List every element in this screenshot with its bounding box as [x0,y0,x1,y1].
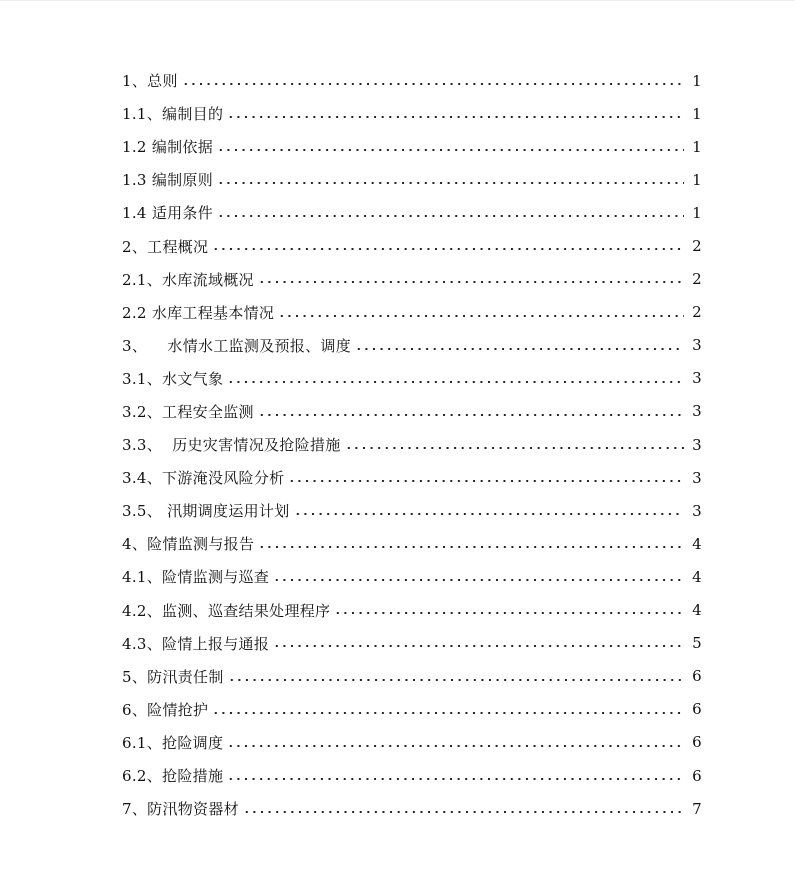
toc-entry[interactable] [122,229,702,262]
toc-page-number: 2 [692,270,702,289]
toc-page-number: 5 [692,634,702,653]
toc-entry-title: 3.1、水文气象 [122,369,224,388]
toc-entry[interactable] [122,395,702,428]
toc-entry-title: 1.1、编制目的 [122,105,224,124]
toc-entry-title: 1.3 编制原则 [122,171,214,190]
toc-entry-title: 4.2、监测、巡查结果处理程序 [122,601,331,620]
toc-entry[interactable] [122,163,702,196]
toc-dot-leader [273,636,684,651]
toc-page-number: 2 [692,303,702,322]
toc-page-number: 1 [692,170,702,189]
toc-entry[interactable] [122,627,702,660]
toc-page-number: 3 [692,402,702,421]
toc-dot-leader [355,338,684,353]
page-edge [0,0,795,1]
toc-entry[interactable] [122,759,702,792]
toc-entry-title: 4、险情监测与报告 [122,535,255,554]
toc-entry[interactable] [122,660,702,693]
toc-page-number: 3 [692,336,702,355]
toc-entry-title: 6.2、抢险措施 [122,767,224,786]
toc-entry-title: 5、防汛责任制 [122,667,224,686]
toc-entry-title: 2、工程概况 [122,237,209,256]
toc-entry-title: 6.1、抢险调度 [122,733,224,752]
toc-entry-title: 3.5、 汛期调度运用计划 [122,502,290,521]
toc-dot-leader [227,768,684,783]
toc-page-number: 1 [692,137,702,156]
toc-page-number: 4 [692,601,702,620]
toc-dot-leader [227,735,684,750]
toc-entry[interactable] [122,494,702,527]
toc-dot-leader [294,503,684,518]
toc-entry-title: 6、险情抢护 [122,700,209,719]
toc-dot-leader [258,404,684,419]
toc-entry-title: 1、总则 [122,72,178,91]
toc-entry[interactable] [122,461,702,494]
toc-dot-leader [273,569,684,584]
toc-entry-title: 3.3、 历史灾害情况及抢险措施 [122,436,341,455]
toc-page-number: 4 [692,534,702,553]
toc-entry[interactable] [122,296,702,329]
toc-dot-leader [228,669,684,684]
toc-entry-title: 3.2、工程安全监测 [122,402,254,421]
toc-dot-leader [217,172,684,187]
toc-dot-leader [227,106,684,121]
toc-entry[interactable] [122,726,702,759]
toc-entry[interactable] [122,792,702,825]
toc-entry[interactable] [122,64,702,97]
table-of-contents [122,64,702,825]
toc-dot-leader [258,536,684,551]
toc-entry-title: 4.1、险情监测与巡查 [122,568,270,587]
toc-entry-title: 4.3、险情上报与通报 [122,634,270,653]
toc-dot-leader [227,371,684,386]
toc-entry[interactable] [122,130,702,163]
toc-entry[interactable] [122,196,702,229]
toc-page-number: 6 [692,667,702,686]
toc-entry-title: 3、 水情水工监测及预报、调度 [122,336,352,355]
toc-dot-leader [212,239,684,254]
toc-entry-title: 2.1、水库流域概况 [122,270,254,289]
toc-page-number: 7 [692,799,702,818]
toc-dot-leader [345,437,685,452]
toc-page-number: 6 [692,733,702,752]
toc-entry[interactable] [122,263,702,296]
toc-page-number: 6 [692,700,702,719]
toc-page-number: 6 [692,766,702,785]
toc-dot-leader [288,470,684,485]
toc-entry[interactable] [122,362,702,395]
toc-dot-leader [217,205,684,220]
toc-dot-leader [258,272,684,287]
toc-page-number: 2 [692,237,702,256]
toc-page-number: 4 [692,567,702,586]
toc-entry[interactable] [122,97,702,130]
toc-entry-title: 2.2 水库工程基本情况 [122,303,275,322]
toc-entry[interactable] [122,693,702,726]
toc-entry[interactable] [122,329,702,362]
toc-entry[interactable] [122,428,702,461]
toc-dot-leader [243,801,684,816]
toc-entry[interactable] [122,594,702,627]
toc-page-number: 3 [692,435,702,454]
toc-page-number: 3 [692,501,702,520]
toc-dot-leader [217,139,684,154]
toc-entry[interactable] [122,527,702,560]
toc-entry-title: 1.2 编制依据 [122,138,214,157]
toc-dot-leader [212,702,684,717]
toc-entry-title: 1.4 适用条件 [122,204,214,223]
toc-page-number: 1 [692,71,702,90]
toc-dot-leader [278,305,684,320]
toc-dot-leader [182,73,684,88]
toc-page-number: 1 [692,203,702,222]
toc-page-number: 1 [692,104,702,123]
toc-entry[interactable] [122,560,702,593]
toc-page-number: 3 [692,468,702,487]
toc-entry-title: 7、防汛物资器材 [122,800,239,819]
toc-page-number: 3 [692,369,702,388]
toc-entry-title: 3.4、下游淹没风险分析 [122,469,285,488]
toc-dot-leader [334,603,684,618]
